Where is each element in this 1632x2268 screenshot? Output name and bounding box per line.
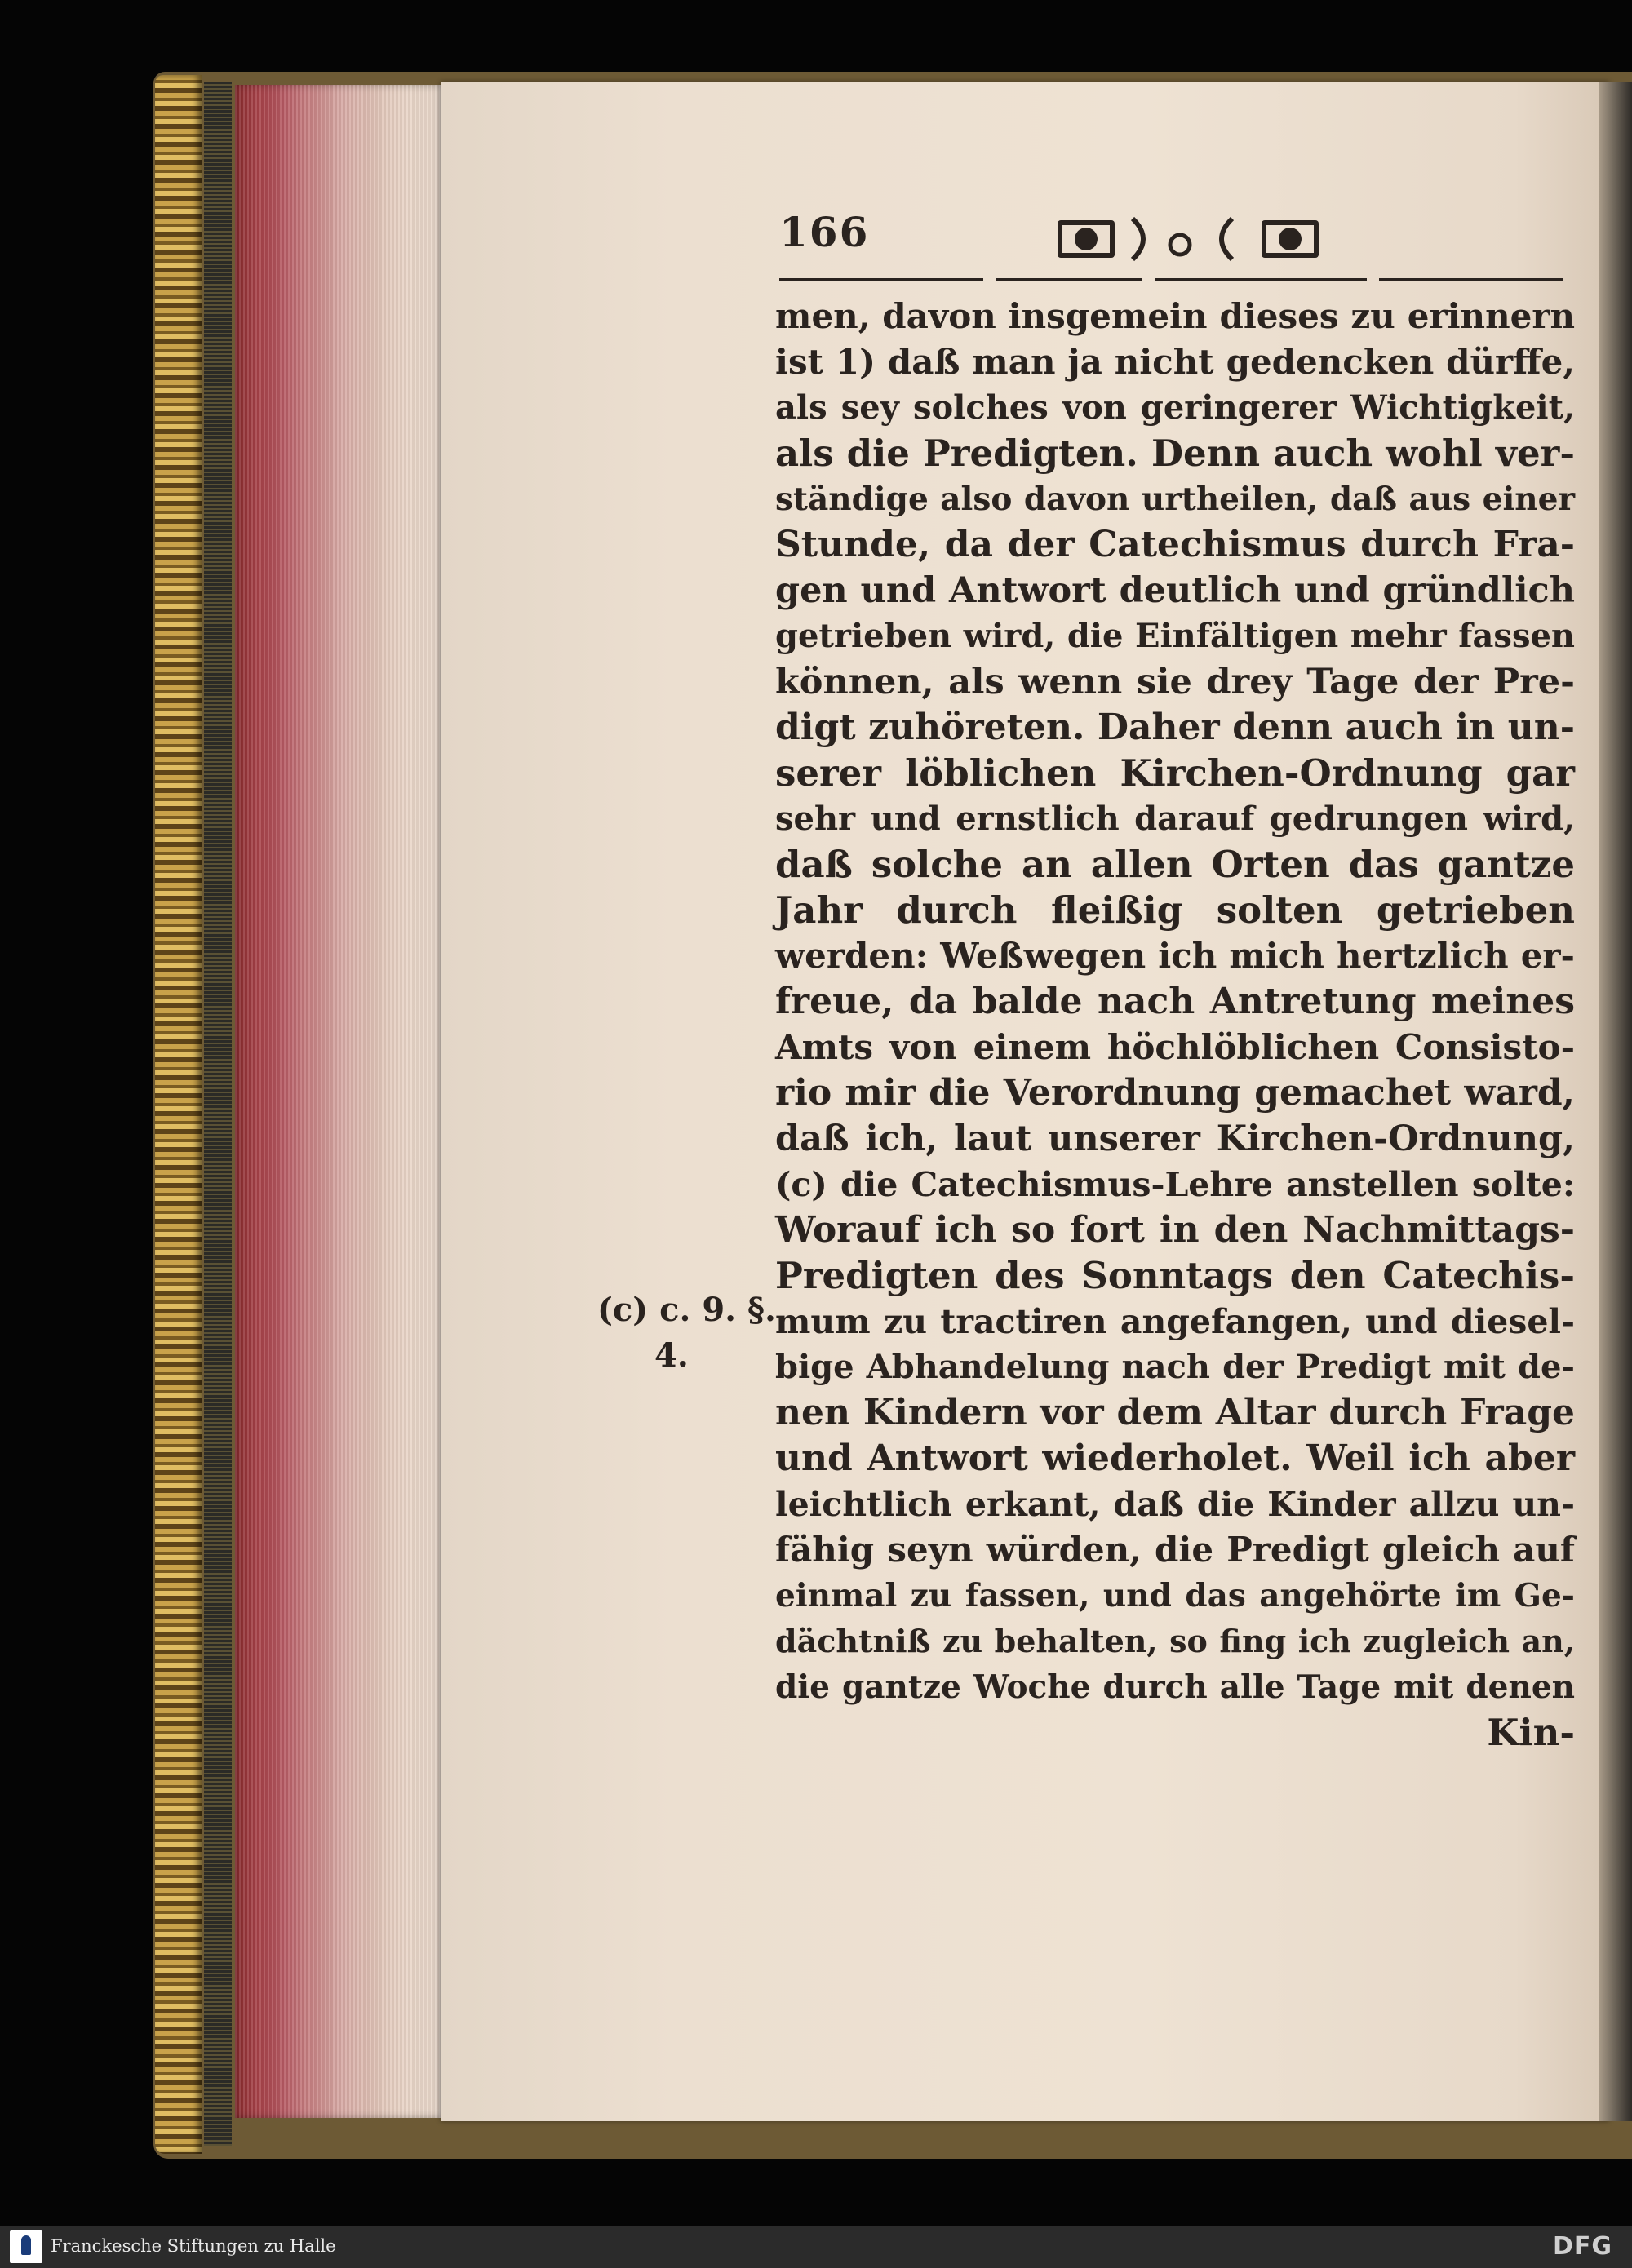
text-line: Jahr durch fleißig solten getrieben [775, 888, 1575, 932]
text-line: Predigten des Sonntags den Catechis- [775, 1254, 1575, 1297]
margin-note-reference: (c) c. 9. §. [597, 1291, 776, 1329]
page-block-fore-edge [235, 85, 441, 2118]
text-line: gen und Antwort deutlich und gründlich [775, 570, 1575, 611]
text-line: men, davon insgemein dieses zu erinnern [775, 296, 1575, 336]
header-rule [779, 277, 1563, 282]
text-line: ist 1) daß man ja nicht gedencken dürffe, [775, 342, 1575, 382]
cover-inner-edge [204, 82, 232, 2146]
text-line: digt zuhöreten. Daher denn auch in un- [775, 707, 1575, 748]
text-line: werden: Weßwegen ich mich hertzlich er- [775, 936, 1575, 976]
text-line: (c) die Catechismus-Lehre anstellen solte: [775, 1165, 1575, 1204]
header-ornament-icon [1058, 210, 1327, 268]
text-line: Kin- [1487, 1711, 1575, 1754]
text-line: sehr und ernstlich darauf gedrungen wird, [775, 800, 1575, 838]
text-line: freue, da balde nach Antretung meines [775, 981, 1575, 1022]
text-line: dächtniß zu behalten, so fing ich zugleich an, [775, 1623, 1575, 1659]
text-line: rio mir die Verordnung gemachet ward, [775, 1072, 1575, 1114]
text-line: als sey solches von geringerer Wichtigkeit, [775, 388, 1575, 427]
text-line: einmal zu fassen, und das angehörte im Ge- [775, 1577, 1575, 1615]
text-line: serer löblichen Kirchen-Ordnung gar [775, 751, 1575, 795]
text-line: ständige also davon urtheilen, daß aus einer [775, 481, 1575, 518]
text-line: als die Predigten. Denn auch wohl ver- [775, 432, 1575, 475]
text-line: daß ich, laut unserer Kirchen-Ordnung, [775, 1118, 1575, 1159]
body-text [775, 294, 1575, 1756]
footer-institution-name: Franckesche Stiftungen zu Halle [51, 2236, 336, 2256]
margin-note [597, 1287, 783, 1379]
text-line: können, als wenn sie drey Tage der Pre- [775, 662, 1575, 702]
institution-logo-icon [10, 2230, 42, 2263]
text-line: und Antwort wiederholet. Weil ich aber [775, 1437, 1575, 1479]
footer-funder-logo: DFG [1552, 2232, 1612, 2261]
text-line: getrieben wird, die Einfältigen mehr fassen [775, 617, 1575, 655]
text-line: Amts von einem höchlöblichen Consisto- [775, 1027, 1575, 1067]
text-line: Worauf ich so fort in den Nachmittags- [775, 1209, 1575, 1251]
text-line: daß solche an allen Orten das gantze [775, 843, 1575, 886]
gilt-cover-edge [155, 75, 202, 2154]
text-line: bige Abhandelung nach der Predigt mit de- [775, 1348, 1575, 1386]
book-gutter [1599, 82, 1632, 2121]
text-line: die gantze Woche durch alle Tage mit denen [775, 1668, 1575, 1706]
margin-note-paragraph: 4. [654, 1336, 689, 1375]
text-line: fähig seyn würden, die Predigt gleich auf [775, 1530, 1575, 1570]
viewer-footer [0, 2226, 1632, 2268]
text-line: nen Kindern vor dem Altar durch Frage [775, 1392, 1575, 1433]
text-line: mum zu tractiren angefangen, und diesel- [775, 1302, 1575, 1341]
text-line: leichtlich erkant, daß die Kinder allzu un- [775, 1485, 1575, 1524]
text-line: Stunde, da der Catechismus durch Fra- [775, 524, 1575, 565]
page-number: 166 [779, 208, 870, 256]
